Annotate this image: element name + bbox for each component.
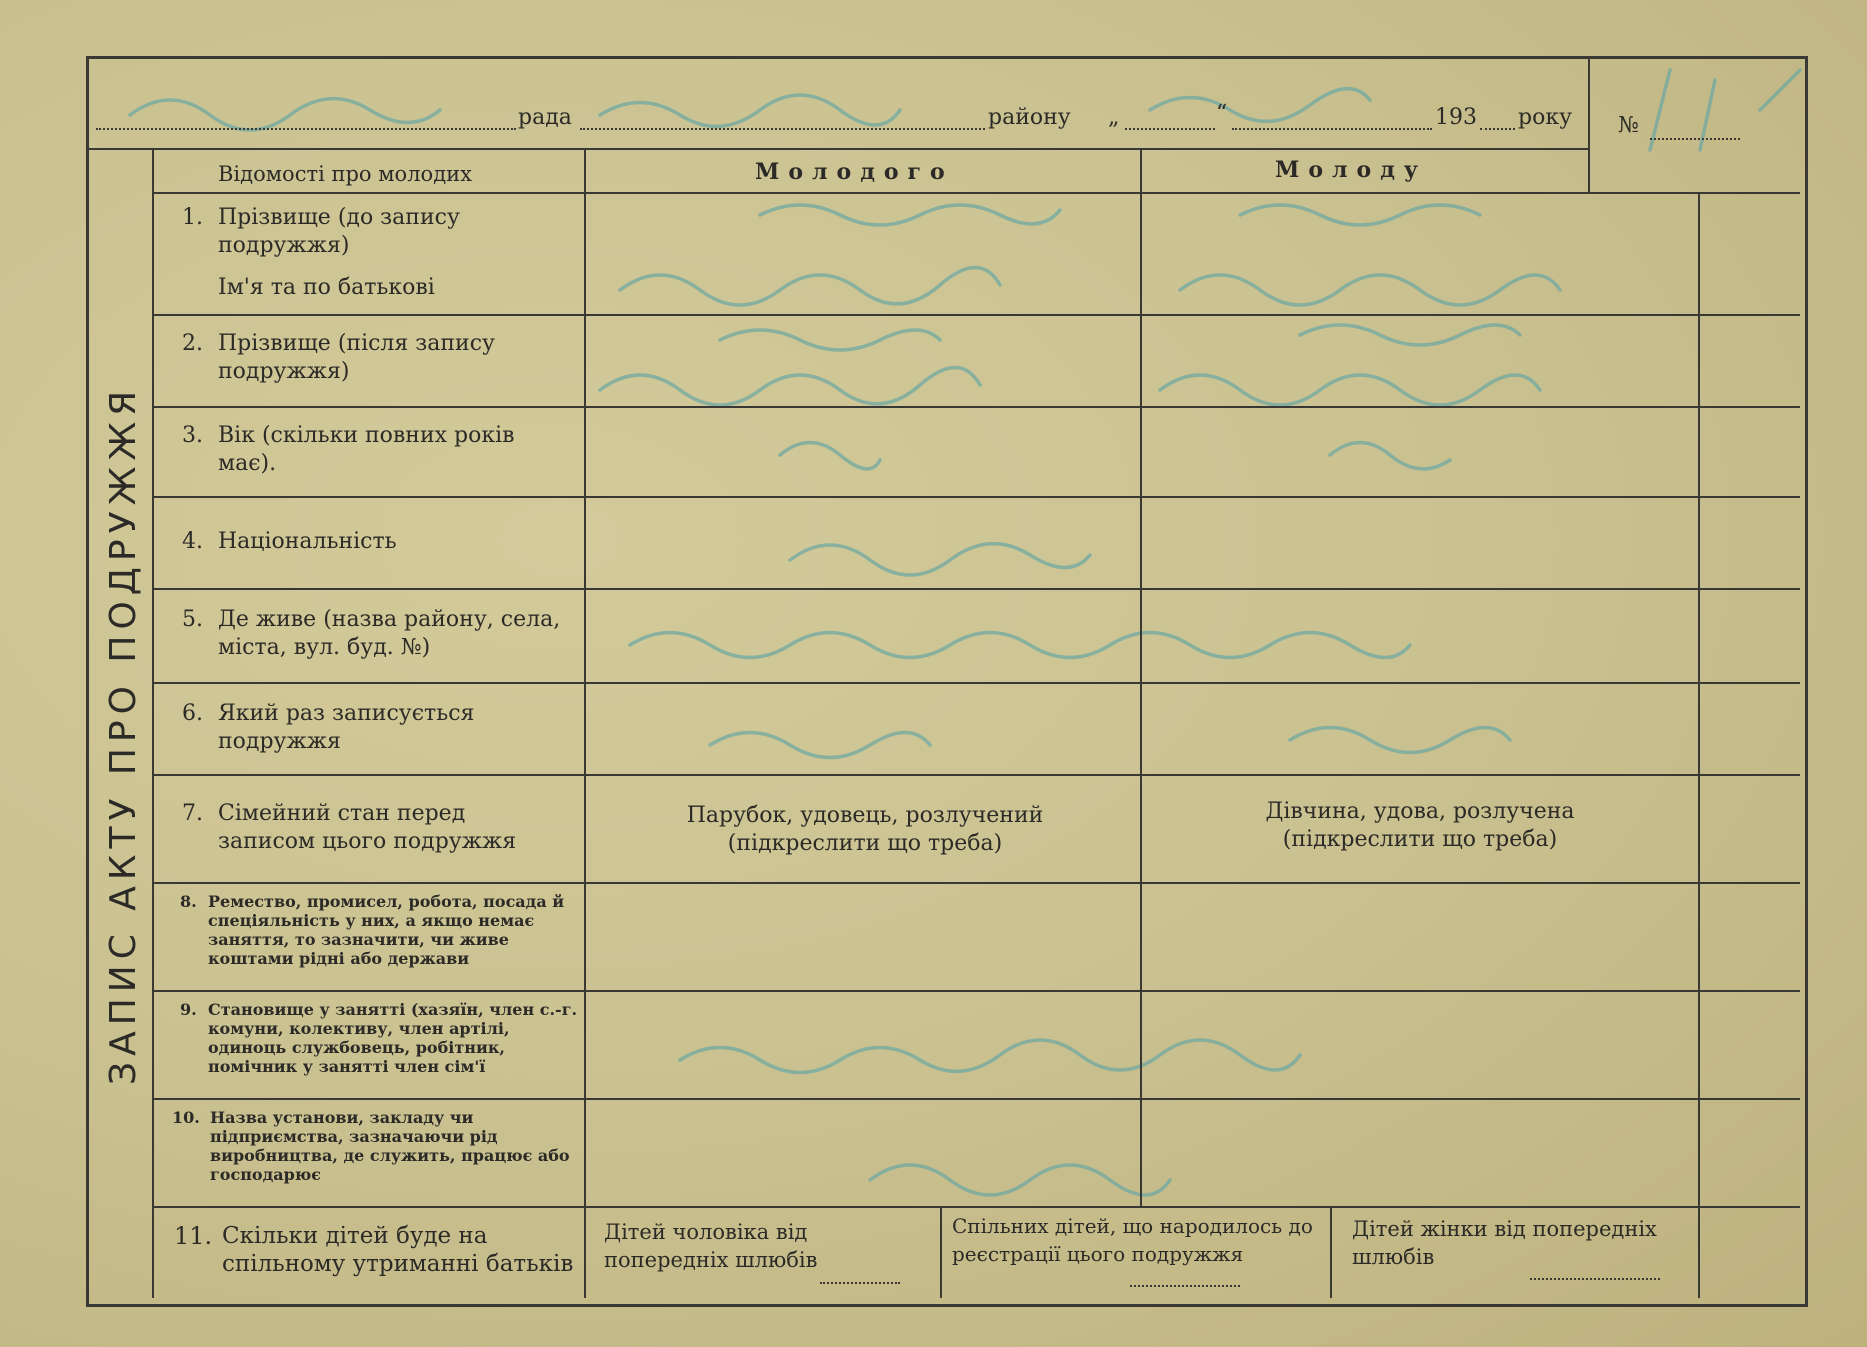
column-header-groom: Молодого bbox=[755, 159, 954, 185]
row-5-number: 5. bbox=[182, 607, 203, 632]
row-1-label: Прізвище (до запису подружжя) bbox=[218, 205, 460, 258]
husband-children-label: Дітей чоловіка від попередніх шлюбів bbox=[604, 1220, 818, 1272]
date-open-quote: „ bbox=[1108, 105, 1120, 130]
row-10-label: Назва установи, закладу чи підприємства, зазначаючи рід виробництва, де служить, працює або господарює bbox=[210, 1108, 570, 1184]
row-9-number: 9. bbox=[180, 1000, 197, 1019]
row-9-label: Становище у занятті (хазяїн, член с.-г. комуни, колективу, член артілі, одиноць службовець, робітник, помічник у занятті член сім'ї bbox=[208, 1000, 578, 1076]
year-prefix: 193 bbox=[1435, 105, 1477, 130]
row-4-label: Національність bbox=[218, 529, 397, 554]
row-4-number: 4. bbox=[182, 529, 203, 554]
wife-children-label: Дітей жінки від попередніх шлюбів bbox=[1352, 1217, 1657, 1269]
row-1-extra-label: Ім'я та по батькові bbox=[218, 275, 435, 300]
date-close-quote: “ bbox=[1216, 101, 1228, 126]
groom-marital-hint: (підкреслити що треба) bbox=[727, 831, 1003, 856]
groom-marital-options: Парубок, удовець, розлучений bbox=[686, 803, 1044, 828]
row-5-label: Де живе (назва району, села, міста, вул. буд. №) bbox=[218, 607, 561, 660]
bride-marital-hint: (підкреслити що треба) bbox=[1282, 827, 1558, 852]
common-children-field[interactable] bbox=[1130, 1285, 1240, 1287]
column-header-bride: Молоду bbox=[1275, 157, 1427, 183]
year-label: року bbox=[1518, 105, 1573, 130]
rayon-label: району bbox=[988, 105, 1071, 130]
bride-marital-options: Дівчина, удова, розлучена bbox=[1265, 799, 1575, 824]
row-7-number: 7. bbox=[182, 801, 203, 826]
row-7-label: Сімейний стан перед записом цього подружжя bbox=[218, 801, 517, 854]
column-header-info: Відомості про молодих bbox=[218, 162, 472, 186]
side-title: ЗАПИС АКТУ ПРО ПОДРУЖЖЯ bbox=[103, 384, 144, 1085]
row-6-label: Який раз записується подружжя bbox=[218, 701, 475, 754]
row-2-number: 2. bbox=[182, 331, 203, 356]
row-3-label: Вік (скільки повних років має). bbox=[218, 423, 515, 476]
row-10-number: 10. bbox=[172, 1108, 200, 1127]
husband-children-field[interactable] bbox=[820, 1282, 900, 1284]
row-2-label: Прізвище (після запису подружжя) bbox=[218, 331, 495, 384]
number-label: № bbox=[1618, 113, 1639, 138]
row-1-number: 1. bbox=[182, 205, 203, 230]
row-3-number: 3. bbox=[182, 423, 203, 448]
rada-label: рада bbox=[518, 105, 572, 130]
row-8-label: Ремество, промисел, робота, посада й спеціяльність у них, а якщо немає заняття, то зазначити, чи живе коштами рідні або держави bbox=[208, 892, 565, 968]
row-11-label: Скільки дітей буде на спільному утриманні батьків bbox=[222, 1223, 574, 1277]
common-children-label: Спільних дітей, що народилось до реєстрації цього подружжя bbox=[952, 1214, 1313, 1266]
row-8-number: 8. bbox=[180, 892, 197, 911]
row-6-number: 6. bbox=[182, 701, 203, 726]
wife-children-field[interactable] bbox=[1530, 1278, 1660, 1280]
row-11-number: 11. bbox=[174, 1222, 213, 1250]
